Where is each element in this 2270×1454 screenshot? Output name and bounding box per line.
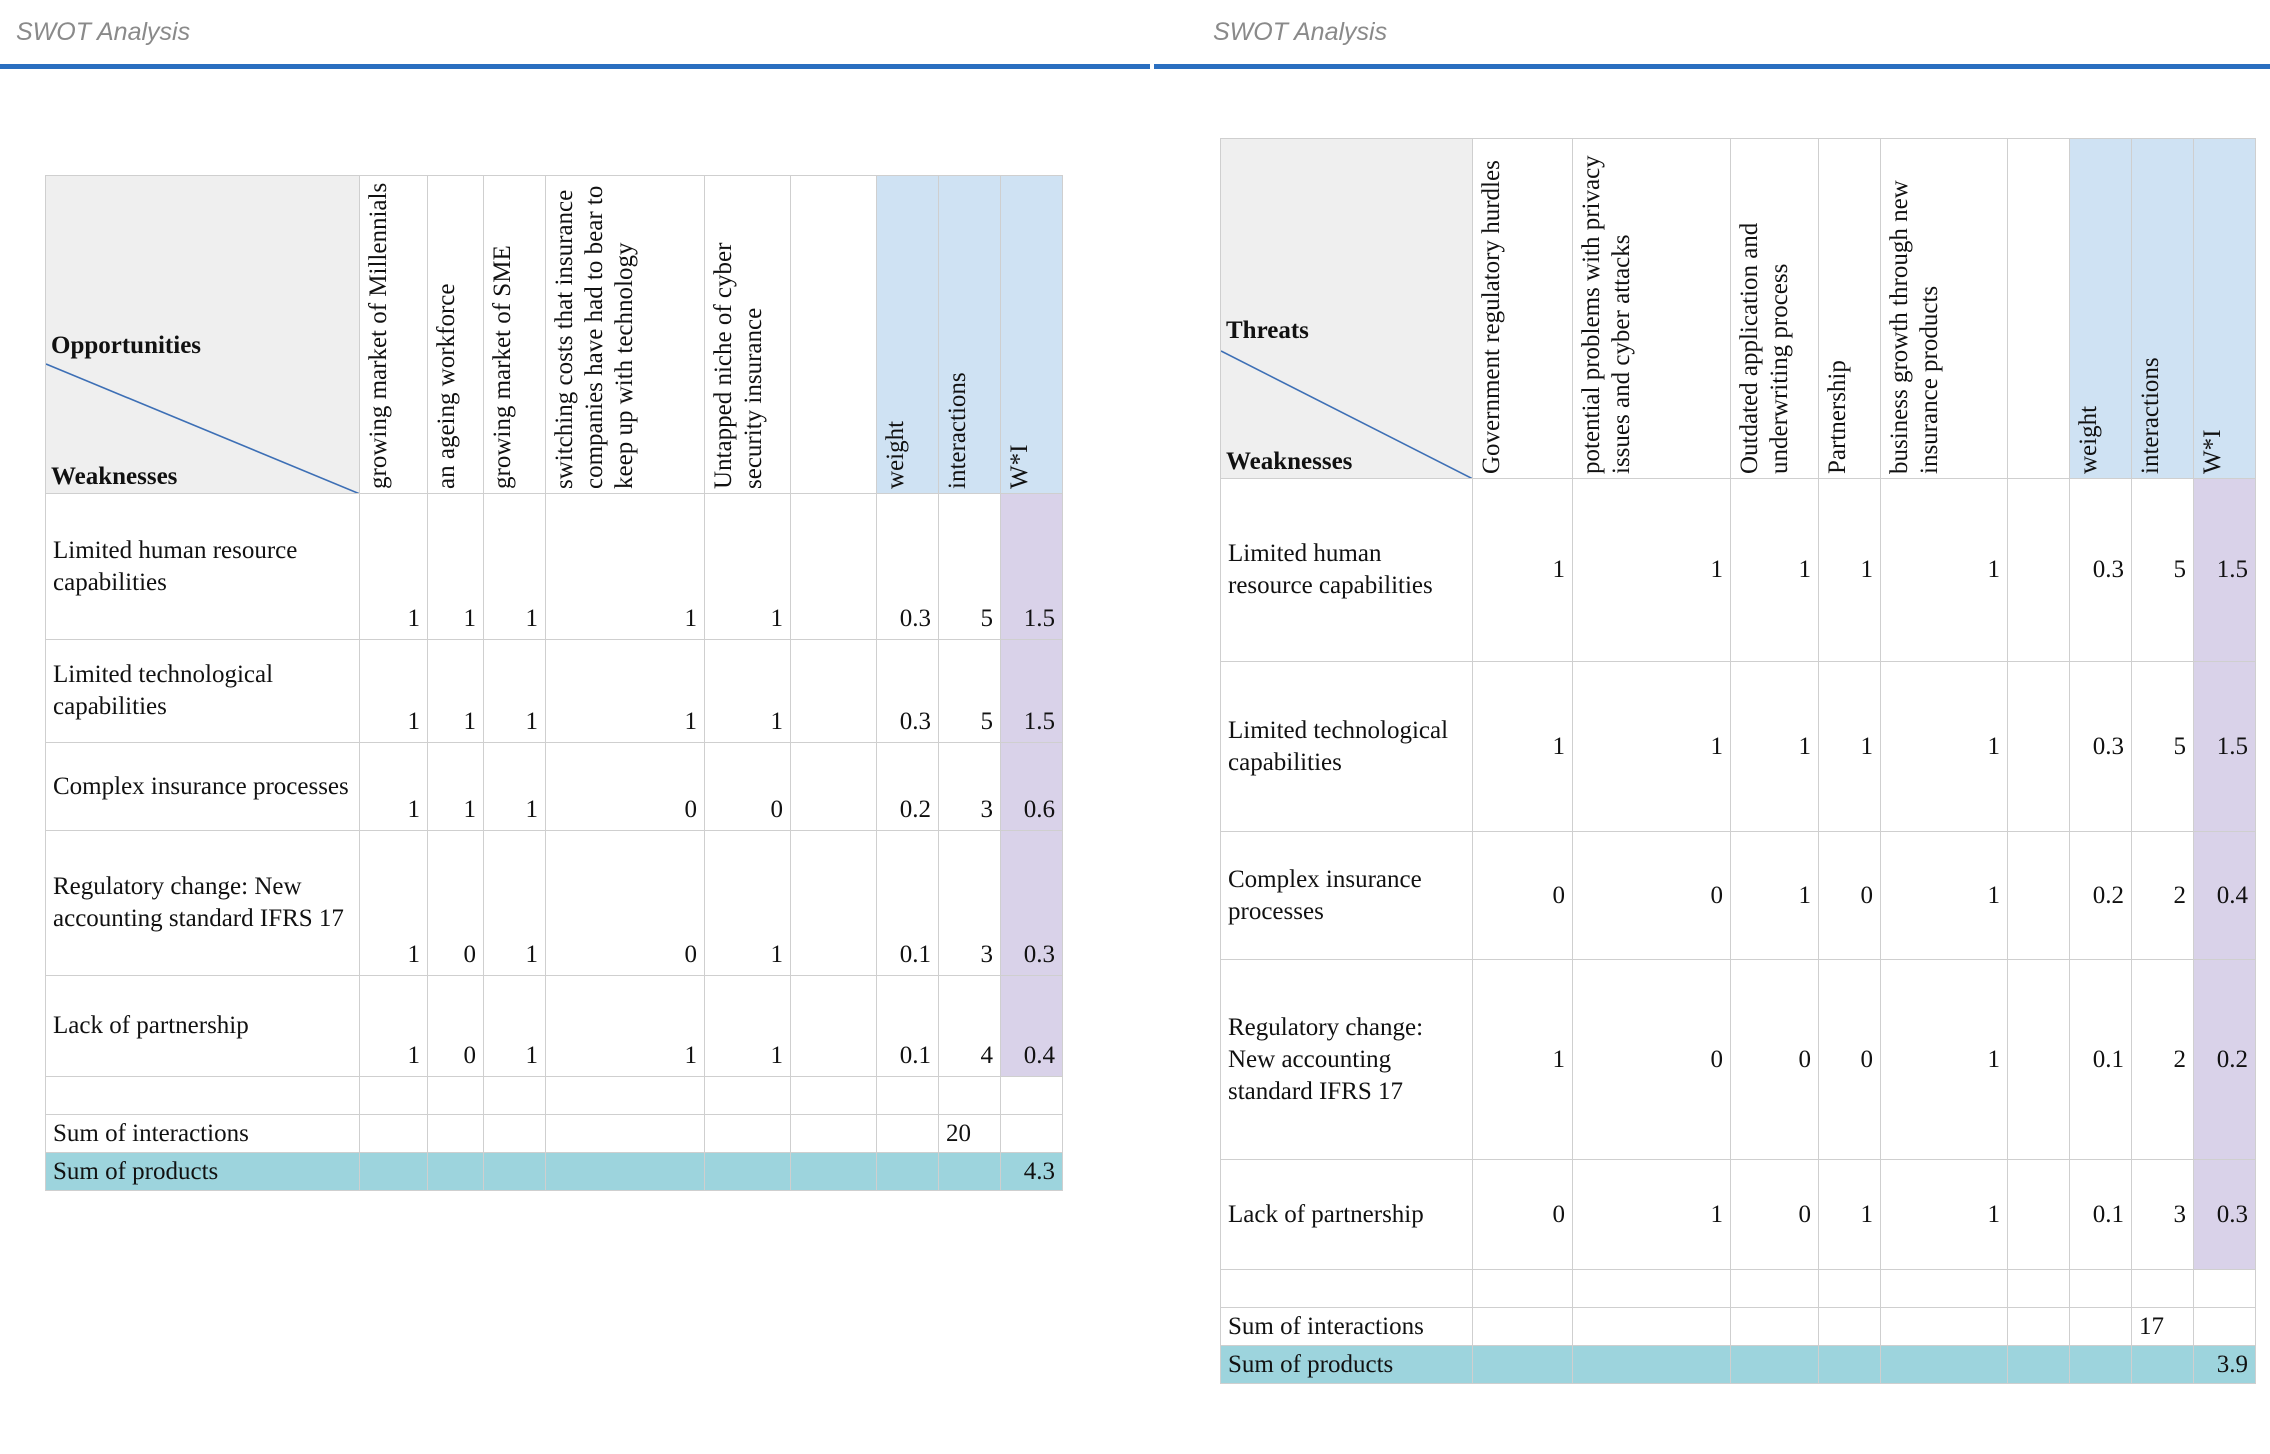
empty-row (1221, 1270, 2256, 1308)
empty-cell (2008, 1346, 2070, 1384)
table-cell: 1 (546, 494, 705, 640)
empty-cell (1731, 1346, 1819, 1384)
row-label: Complex insurance processes (1221, 832, 1473, 960)
header-rule-right (1154, 64, 2270, 69)
table-cell: 1 (1731, 662, 1819, 832)
table-cell: 4 (939, 976, 1001, 1077)
table-cell: 1 (428, 743, 484, 831)
table-cell: 1 (360, 640, 428, 743)
table-cell: 0 (428, 976, 484, 1077)
empty-cell (1731, 1270, 1819, 1308)
table-cell (791, 743, 877, 831)
empty-cell (791, 1153, 877, 1191)
table-cell: 0.3 (877, 640, 939, 743)
table-cell: 0 (1473, 1160, 1573, 1270)
table-cell: 0.1 (2070, 1160, 2132, 1270)
empty-cell (2070, 1346, 2132, 1384)
table-cell: 0.4 (1001, 976, 1063, 1077)
table-cell: 1.5 (2194, 479, 2256, 662)
empty-cell (360, 1115, 428, 1153)
table-cell: 0 (546, 831, 705, 976)
table-row (1221, 832, 2256, 960)
table-cell: 3 (2132, 1160, 2194, 1270)
sum-of-interactions-row (1221, 1308, 2256, 1346)
empty-cell (1573, 1270, 1731, 1308)
table-row (1221, 662, 2256, 832)
empty-cell (360, 1077, 428, 1115)
table-cell: 0 (705, 743, 791, 831)
empty-cell (1001, 1077, 1063, 1115)
column-header-label: an ageing workforce (433, 283, 460, 489)
empty-cell (791, 1115, 877, 1153)
table-cell: 1 (1573, 662, 1731, 832)
table-cell: 2 (2132, 960, 2194, 1160)
empty-cell (1819, 1346, 1881, 1384)
table-cell: 0 (428, 831, 484, 976)
table-row (1221, 479, 2256, 662)
empty-cell (1881, 1308, 2008, 1346)
empty-cell (1573, 1346, 1731, 1384)
empty-cell (877, 1115, 939, 1153)
row-label: Limited technological capabilities (1221, 662, 1473, 832)
table-cell: 0.3 (2070, 662, 2132, 832)
empty-cell (1881, 1346, 2008, 1384)
column-header (484, 176, 546, 494)
table-cell: 5 (939, 494, 1001, 640)
table-cell (2008, 960, 2070, 1160)
table-cell: 1 (1819, 479, 1881, 662)
table-cell: 1 (1473, 960, 1573, 1160)
column-header-label: interactions (2137, 357, 2164, 474)
table-cell: 0 (546, 743, 705, 831)
table-row (1221, 960, 2256, 1160)
empty-cell (546, 1115, 705, 1153)
column-header (791, 176, 877, 494)
table-cell: 1 (484, 831, 546, 976)
table-cell: 1 (1881, 662, 2008, 832)
table-cell: 1 (1573, 479, 1731, 662)
table-cell: 1 (360, 831, 428, 976)
column-header (2008, 139, 2070, 479)
sum-of-products-value: 4.3 (1001, 1153, 1063, 1191)
corner-header-cell (1221, 139, 1473, 479)
table-cell: 1 (360, 743, 428, 831)
corner-bottom-label: Weaknesses (51, 463, 178, 490)
column-header (1819, 139, 1881, 479)
table-row (46, 976, 1063, 1077)
corner-header-cell (46, 176, 360, 494)
table-cell: 3 (939, 743, 1001, 831)
table-cell: 1 (1731, 832, 1819, 960)
column-header (939, 176, 1001, 494)
sum-of-products-label: Sum of products (46, 1153, 360, 1191)
table-cell: 0.1 (877, 976, 939, 1077)
row-label: Limited technological capabilities (46, 640, 360, 743)
empty-cell (2132, 1270, 2194, 1308)
column-header-label: weight (882, 420, 909, 489)
row-label: Lack of partnership (1221, 1160, 1473, 1270)
column-header (2070, 139, 2132, 479)
empty-cell (939, 1077, 1001, 1115)
empty-cell (484, 1115, 546, 1153)
empty-cell (1819, 1308, 1881, 1346)
column-header (705, 176, 791, 494)
table-cell: 2 (2132, 832, 2194, 960)
column-header-label: business growth through new insurance products (1886, 180, 1943, 474)
table-cell: 1.5 (1001, 640, 1063, 743)
table-cell: 0 (1573, 960, 1731, 1160)
table-cell: 0.1 (877, 831, 939, 976)
empty-cell (939, 1153, 1001, 1191)
sum-of-interactions-value: 17 (2132, 1308, 2194, 1346)
column-header-label: W*I (1006, 444, 1033, 489)
empty-cell (877, 1153, 939, 1191)
table-cell: 1 (484, 640, 546, 743)
sum-of-interactions-label: Sum of interactions (46, 1115, 360, 1153)
empty-cell (705, 1077, 791, 1115)
column-header-label: growing market of Millennials (365, 182, 392, 489)
column-header (1001, 176, 1063, 494)
corner-bottom-label: Weaknesses (1226, 448, 1353, 475)
table-cell: 1 (428, 640, 484, 743)
row-label: Limited human resource capabilities (46, 494, 360, 640)
table-cell: 5 (2132, 662, 2194, 832)
column-header-label: growing market of SME (489, 245, 516, 489)
column-header (2132, 139, 2194, 479)
column-header (1573, 139, 1731, 479)
table-cell: 1 (705, 831, 791, 976)
table-cell: 0.2 (2070, 832, 2132, 960)
table-cell: 1 (484, 743, 546, 831)
empty-cell (428, 1153, 484, 1191)
table-cell: 5 (2132, 479, 2194, 662)
column-header-label: Outdated application and underwriting process (1736, 222, 1793, 474)
column-header (1881, 139, 2008, 479)
table-cell: 0.1 (2070, 960, 2132, 1160)
empty-cell (1221, 1270, 1473, 1308)
page-header-title-left: SWOT Analysis (16, 18, 191, 46)
column-header (360, 176, 428, 494)
empty-cell (1881, 1270, 2008, 1308)
column-header-row (1221, 139, 2256, 479)
column-header-label: Government regulatory hurdles (1478, 160, 1505, 474)
empty-cell (484, 1077, 546, 1115)
empty-cell (2070, 1270, 2132, 1308)
table-cell: 1 (360, 976, 428, 1077)
row-label: Regulatory change: New accounting standard IFRS 17 (46, 831, 360, 976)
opportunities-weaknesses-matrix (45, 175, 1063, 1191)
sum-of-products-row (1221, 1346, 2256, 1384)
empty-cell (2194, 1270, 2256, 1308)
table-cell (2008, 662, 2070, 832)
corner-top-label: Opportunities (51, 332, 202, 359)
empty-cell (2008, 1308, 2070, 1346)
sum-of-interactions-value: 20 (939, 1115, 1001, 1153)
empty-cell (791, 1077, 877, 1115)
empty-cell (546, 1153, 705, 1191)
column-header-label: weight (2075, 405, 2102, 474)
table-cell: 0 (1731, 1160, 1819, 1270)
table-cell (791, 494, 877, 640)
table-cell (791, 640, 877, 743)
column-header (428, 176, 484, 494)
header-rule-left (0, 64, 1150, 69)
table-cell (791, 831, 877, 976)
table-cell (2008, 1160, 2070, 1270)
table-cell: 1.5 (1001, 494, 1063, 640)
table-cell: 1 (484, 976, 546, 1077)
column-header-label: potential problems with privacy issues and cyber attacks (1578, 155, 1635, 474)
table-cell: 1 (705, 976, 791, 1077)
table-cell: 1 (1881, 479, 2008, 662)
table-cell: 0.4 (2194, 832, 2256, 960)
table-cell: 0 (1573, 832, 1731, 960)
table-cell: 1 (428, 494, 484, 640)
column-header (1731, 139, 1819, 479)
sum-of-products-value: 3.9 (2194, 1346, 2256, 1384)
table-cell (2008, 832, 2070, 960)
table-cell: 1 (484, 494, 546, 640)
empty-cell (705, 1115, 791, 1153)
empty-row (46, 1077, 1063, 1115)
empty-cell (2008, 1270, 2070, 1308)
sum-of-interactions-row (46, 1115, 1063, 1153)
column-header-label: Untapped niche of cyber security insurance (710, 242, 767, 489)
sum-of-products-label: Sum of products (1221, 1346, 1473, 1384)
empty-cell (1473, 1308, 1573, 1346)
row-label: Limited human resource capabilities (1221, 479, 1473, 662)
column-header-label: interactions (944, 372, 971, 489)
table-cell: 1 (1473, 479, 1573, 662)
empty-cell (705, 1153, 791, 1191)
row-label: Regulatory change: New accounting standard IFRS 17 (1221, 960, 1473, 1160)
table-cell: 1 (360, 494, 428, 640)
empty-cell (1819, 1270, 1881, 1308)
sum-of-products-row (46, 1153, 1063, 1191)
row-label: Lack of partnership (46, 976, 360, 1077)
table-cell: 0 (1819, 960, 1881, 1160)
table-cell: 3 (939, 831, 1001, 976)
table-cell (2008, 479, 2070, 662)
table-cell: 1 (546, 976, 705, 1077)
table-cell: 5 (939, 640, 1001, 743)
table-row (46, 494, 1063, 640)
table-row (46, 743, 1063, 831)
table-cell: 0 (1731, 960, 1819, 1160)
table-cell: 0.3 (2070, 479, 2132, 662)
table-cell: 1 (546, 640, 705, 743)
empty-cell (2194, 1308, 2256, 1346)
empty-cell (46, 1077, 360, 1115)
table-cell: 1 (705, 494, 791, 640)
table-cell: 1 (1881, 1160, 2008, 1270)
table-cell: 0.6 (1001, 743, 1063, 831)
table-cell: 0.3 (2194, 1160, 2256, 1270)
column-header-label: Partnership (1824, 360, 1851, 474)
corner-diagonal-line (1221, 139, 1473, 479)
empty-cell (484, 1153, 546, 1191)
column-header (1473, 139, 1573, 479)
table-cell: 1.5 (2194, 662, 2256, 832)
table-cell: 0.2 (877, 743, 939, 831)
threats-weaknesses-matrix (1220, 138, 2256, 1384)
table-cell: 1 (1473, 662, 1573, 832)
column-header-row (46, 176, 1063, 494)
table-cell: 1 (1573, 1160, 1731, 1270)
table-cell: 1 (1881, 960, 2008, 1160)
table-cell: 1 (1819, 662, 1881, 832)
table-cell: 0 (1819, 832, 1881, 960)
table-cell: 0 (1473, 832, 1573, 960)
table-row (1221, 1160, 2256, 1270)
column-header (877, 176, 939, 494)
column-header-label: W*I (2199, 429, 2226, 474)
table-cell: 1 (1881, 832, 2008, 960)
empty-cell (428, 1115, 484, 1153)
table-cell: 0.3 (1001, 831, 1063, 976)
table-row (46, 640, 1063, 743)
table-cell: 1 (705, 640, 791, 743)
table-cell: 1 (1731, 479, 1819, 662)
sum-of-interactions-label: Sum of interactions (1221, 1308, 1473, 1346)
empty-cell (1573, 1308, 1731, 1346)
page-header-title-right: SWOT Analysis (1213, 18, 1388, 46)
empty-cell (1473, 1270, 1573, 1308)
table-cell: 1 (1819, 1160, 1881, 1270)
table-row (46, 831, 1063, 976)
empty-cell (546, 1077, 705, 1115)
table-cell (791, 976, 877, 1077)
empty-cell (1001, 1115, 1063, 1153)
empty-cell (2070, 1308, 2132, 1346)
corner-top-label: Threats (1226, 317, 1309, 344)
table-cell: 0.2 (2194, 960, 2256, 1160)
empty-cell (360, 1153, 428, 1191)
column-header (2194, 139, 2256, 479)
column-header-label: switching costs that insurance companies have had to bear to keep up with technology (551, 185, 638, 489)
row-label: Complex insurance processes (46, 743, 360, 831)
empty-cell (1473, 1346, 1573, 1384)
table-cell: 0.3 (877, 494, 939, 640)
empty-cell (1731, 1308, 1819, 1346)
column-header (546, 176, 705, 494)
empty-cell (877, 1077, 939, 1115)
empty-cell (2132, 1346, 2194, 1384)
empty-cell (428, 1077, 484, 1115)
